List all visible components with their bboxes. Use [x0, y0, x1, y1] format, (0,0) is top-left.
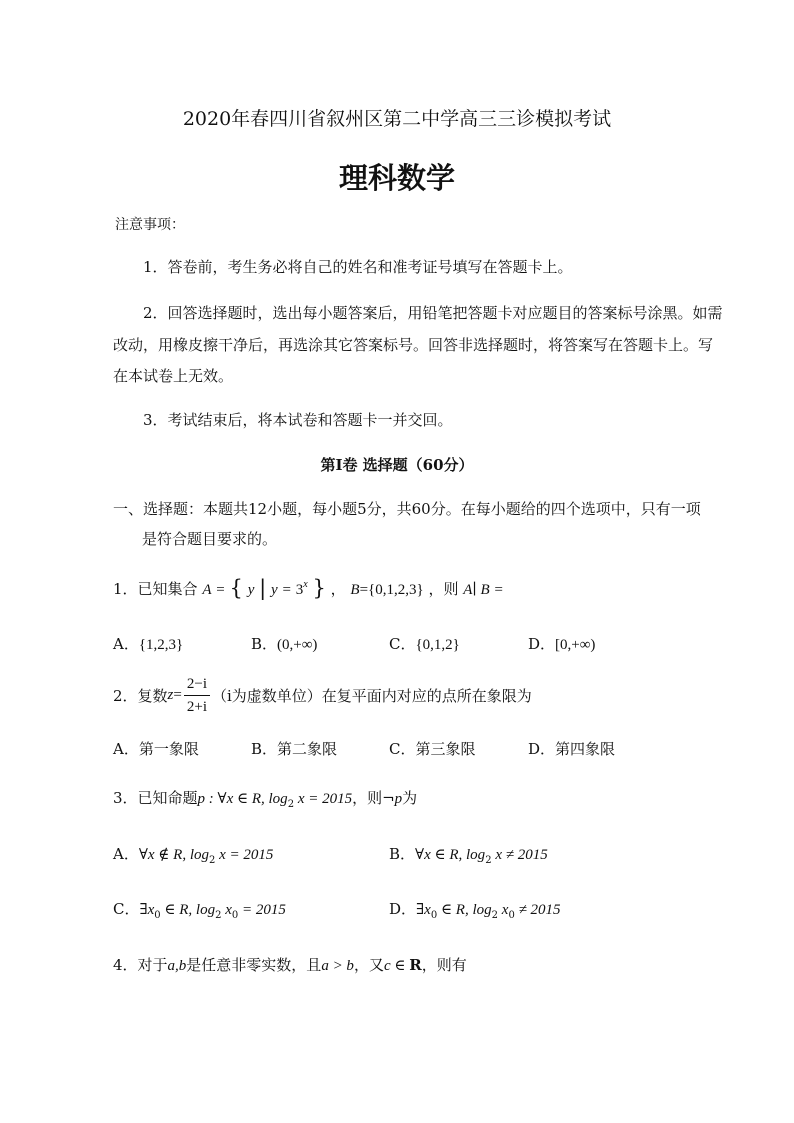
q3-proposition: p : ∀x ∈ R, log [197, 791, 288, 807]
q1-option-c-label: C． [389, 635, 416, 653]
q3-option-c-sub-3: 0 [231, 910, 239, 921]
q3-option-d-part-4: ≠ 2015 [514, 902, 561, 918]
q2-fraction [184, 673, 210, 718]
q1-option-d-value: [0,+∞) [555, 637, 596, 653]
q4-ab: a,b [167, 958, 187, 974]
q3-option-a-label: A． [113, 845, 139, 863]
q3-option-c-part-2: ∈ R, log [160, 902, 216, 918]
q3-option-b-tail: x ≠ 2015 [491, 847, 548, 863]
q1-bar: | [259, 576, 267, 600]
q4-c: c ∈ [383, 958, 410, 974]
q3-option-c-part-4: = 2015 [238, 902, 286, 918]
q3-var-p: p [394, 791, 403, 807]
q3-option-b [389, 843, 548, 864]
exam-title: 2020年春四川省叙州区第二中学高三三诊模拟考试 [182, 108, 612, 130]
q2-prefix: 2．复数 [113, 687, 168, 705]
q4-real-set: R [409, 956, 422, 974]
q3-option-c-part-3: x [221, 902, 232, 918]
q2-suffix: （i为虚数单位）在复平面内对应的点所在象限为 [212, 687, 532, 705]
q1-option-c-value: {0,1,2} [415, 637, 460, 653]
notes-item-2-line-3: 在本试卷上无效。 [113, 367, 234, 385]
q3-option-b-head: ∀x ∈ R, log [415, 847, 486, 863]
notes-item-1: 1．答卷前，考生务必将自己的姓名和准考证号填写在答题卡上。 [143, 258, 573, 276]
question-4-stem [113, 954, 467, 975]
section-intro-line-2: 是符合题目要求的。 [142, 530, 278, 548]
q1-option-a-label: A． [113, 635, 139, 653]
question-2-stem [113, 673, 532, 718]
q3-option-d-sub-1: 0 [430, 910, 438, 921]
q1-equals: = [216, 582, 225, 598]
q3-prefix: 3．已知命题 [113, 789, 198, 807]
q3-option-d-sub-2: 2 [491, 910, 499, 921]
question-3-stem [113, 787, 417, 808]
q2-numerator: 2−i [184, 673, 210, 696]
q1-prefix: 1．已知集合 [113, 580, 198, 598]
subject-title: 理科数学 [338, 161, 455, 195]
question-1-stem [113, 575, 504, 599]
q2-equals: = [173, 687, 182, 703]
q1-option-b-label: B． [251, 635, 278, 653]
q3-option-d-part-2: ∈ R, log [437, 902, 492, 918]
q3-option-d-sub-3: 0 [508, 910, 515, 921]
q1-base: 3 [295, 582, 304, 598]
notes-item-2-line-2: 改动，用橡皮擦干净后，再选涂其它答案标号。回答非选择题时，将答案写在答题卡上。写 [113, 336, 714, 354]
q3-option-d-part-1: ∃x [416, 902, 431, 918]
q1-option-a [113, 633, 183, 654]
q4-prefix: 4．对于 [113, 956, 168, 974]
q1-set-b: B [350, 582, 360, 598]
q1-comma: ， [330, 580, 346, 598]
q3-option-b-label: B． [389, 845, 416, 863]
q2-option-b: B．第二象限 [251, 740, 338, 758]
q1-var-y: y [247, 582, 255, 598]
q3-log-base: 2 [287, 799, 295, 810]
q1-option-d-label: D． [528, 635, 556, 653]
section-intro-line-1: 一、选择题：本题共12小题，每小题5分，共60分。在每小题给的四个选项中，只有一项 [113, 500, 701, 518]
q3-option-d [389, 898, 561, 919]
q4-suffix: ，则有 [421, 956, 467, 974]
q1-option-a-value: {1,2,3} [138, 637, 184, 653]
q2-denominator: 2+i [186, 699, 207, 715]
q3-then: ，则¬ [352, 789, 395, 807]
q3-option-c [113, 898, 286, 919]
q4-condition: a > b [321, 958, 354, 974]
q3-option-d-part-3: x [498, 902, 509, 918]
q3-suffix: 为 [402, 789, 418, 807]
q3-option-a [113, 843, 273, 864]
notes-heading: 注意事项： [115, 217, 185, 233]
q4-mid: 是任意非零实数，且 [186, 956, 322, 974]
q3-option-a-tail: x = 2015 [215, 847, 274, 863]
q1-option-b [251, 633, 317, 654]
q1-right-brace: } [312, 576, 326, 600]
q2-var-z: z [167, 687, 174, 703]
q1-option-b-value: (0,+∞) [277, 637, 318, 653]
q1-left-brace: { [229, 576, 243, 600]
q3-option-c-sub-1: 0 [154, 910, 161, 921]
q3-option-c-label: C． [113, 900, 140, 918]
q1-option-d [528, 633, 595, 654]
q4-mid-2: ，又 [353, 956, 384, 974]
section-title: 第Ⅰ卷 选择题（60分） [320, 456, 474, 474]
q1-option-c [389, 633, 460, 654]
q1-exponent: x [303, 579, 308, 590]
q1-var-y-2: y [271, 582, 278, 598]
notes-item-3: 3．考试结束后，将本试卷和答题卡一并交回。 [143, 411, 453, 429]
q3-proposition-tail: x = 2015 [294, 791, 353, 807]
notes-item-2-line-1: 2．回答选择题时，选出每小题答案后，用铅笔把答题卡对应题目的答案标号涂黑。如需 [143, 304, 723, 322]
q3-option-d-label: D． [389, 900, 417, 918]
q1-equals-2: = [282, 582, 291, 598]
q2-option-d: D．第四象限 [528, 740, 616, 758]
q1-set-a: A [202, 582, 212, 598]
q3-option-c-part-1: ∃x [139, 902, 155, 918]
q3-option-a-sub: 2 [209, 855, 216, 866]
q1-expression: A∣ B = [463, 582, 504, 598]
q1-then: ，则 [428, 580, 459, 598]
q3-option-c-sub-2: 2 [215, 910, 222, 921]
q3-option-b-sub: 2 [485, 855, 492, 866]
q2-option-a: A．第一象限 [113, 740, 199, 758]
q1-set-b-value: ={0,1,2,3} [359, 582, 424, 598]
q3-option-a-head: ∀x ∉ R, log [138, 847, 209, 863]
q2-option-c: C．第三象限 [389, 740, 476, 758]
